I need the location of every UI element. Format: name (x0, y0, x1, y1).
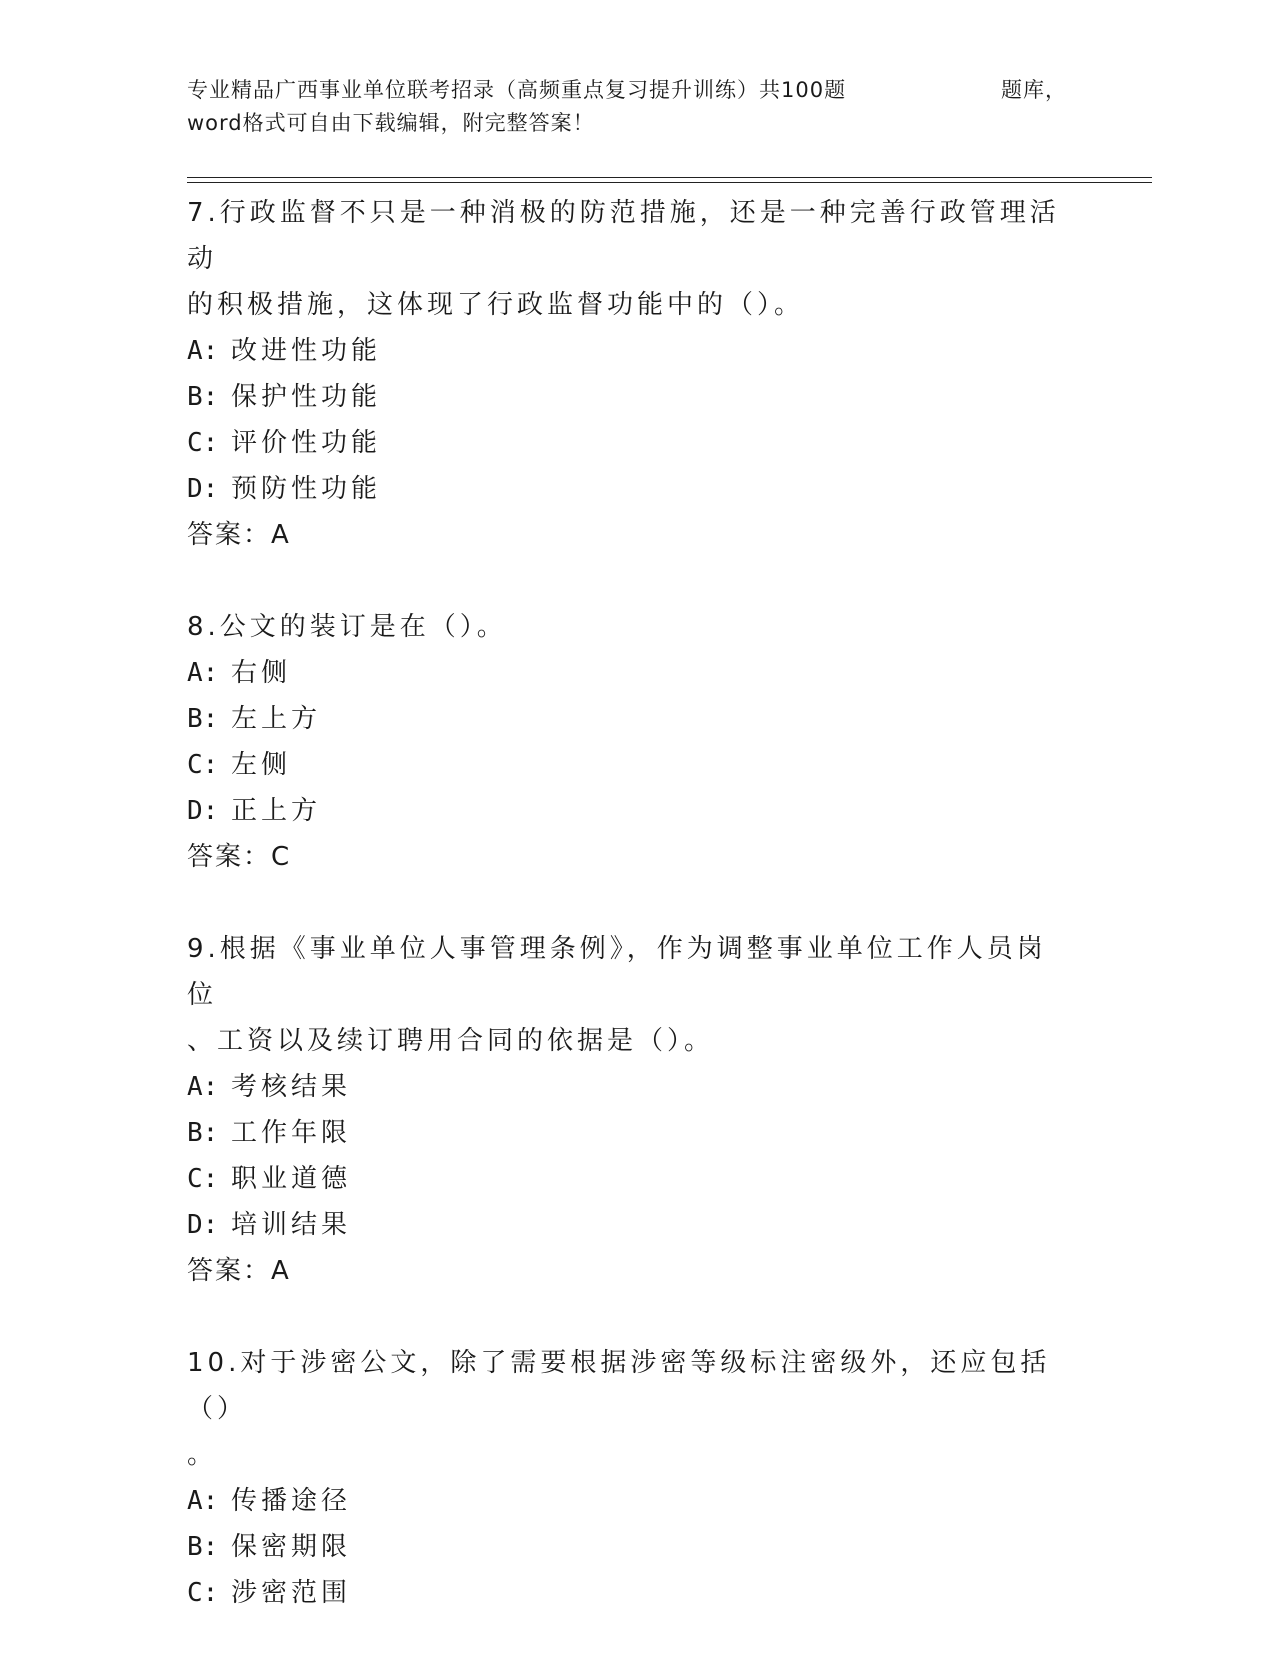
option-text: 保护性功能 (231, 382, 382, 412)
header-divider-bottom (187, 182, 1152, 183)
answer-line: 答案：A (187, 1256, 291, 1286)
option-text: 培训结果 (231, 1210, 352, 1240)
question-7 (187, 190, 1067, 558)
question-text-line: 。 (187, 1440, 218, 1470)
question-10 (187, 1340, 1067, 1616)
option-text: 考核结果 (231, 1072, 352, 1102)
option-letter: C: (187, 750, 219, 780)
option-text: 改进性功能 (231, 336, 382, 366)
question-text-line: 8.公文的装订是在（）。 (187, 612, 507, 642)
header-line-1 (187, 74, 1067, 107)
option-b (187, 1110, 1067, 1156)
option-letter: C: (187, 1578, 219, 1608)
question-list (187, 190, 1067, 1662)
header-divider-top (187, 177, 1152, 178)
option-letter: B: (187, 704, 219, 734)
option-text: 评价性功能 (231, 428, 382, 458)
option-text: 预防性功能 (231, 474, 382, 504)
answer-line: 答案：A (187, 520, 291, 550)
option-text: 右侧 (231, 658, 292, 688)
option-d (187, 1202, 1067, 1248)
option-letter: B: (187, 1532, 219, 1562)
option-b (187, 696, 1067, 742)
option-letter: D: (187, 796, 219, 826)
option-text: 工作年限 (231, 1118, 352, 1148)
option-letter: B: (187, 382, 219, 412)
option-text: 涉密范围 (231, 1578, 352, 1608)
question-text-line: 、工资以及续订聘用合同的依据是（）。 (187, 1026, 715, 1056)
header-title: 专业精品广西事业单位联考招录（高频重点复习提升训练）共100题 (187, 78, 847, 102)
question-8 (187, 604, 1067, 880)
option-a (187, 328, 1067, 374)
option-letter: C: (187, 1164, 219, 1194)
option-letter: B: (187, 1118, 219, 1148)
option-a (187, 1478, 1067, 1524)
option-letter: A: (187, 658, 219, 688)
option-letter: A: (187, 336, 219, 366)
option-text: 左侧 (231, 750, 292, 780)
option-d (187, 466, 1067, 512)
option-b (187, 374, 1067, 420)
option-text: 传播途径 (231, 1486, 352, 1516)
option-letter: A: (187, 1486, 219, 1516)
question-text-line: 的积极措施，这体现了行政监督功能中的（）。 (187, 290, 805, 320)
answer-line: 答案：C (187, 842, 292, 872)
question-text-line: 10.对于涉密公文，除了需要根据涉密等级标注密级外，还应包括（） (187, 1348, 1051, 1424)
option-text: 职业道德 (231, 1164, 352, 1194)
option-text: 左上方 (231, 704, 322, 734)
option-d (187, 788, 1067, 834)
question-text-line: 9.根据《事业单位人事管理条例》，作为调整事业单位工作人员岗位 (187, 934, 1047, 1010)
option-c (187, 420, 1067, 466)
option-a (187, 1064, 1067, 1110)
document-header (187, 74, 1067, 140)
option-letter: D: (187, 1210, 219, 1240)
header-subtitle: word格式可自由下载编辑，附完整答案！ (187, 111, 595, 135)
option-c (187, 1156, 1067, 1202)
option-c (187, 742, 1067, 788)
option-c (187, 1570, 1067, 1616)
option-text: 保密期限 (231, 1532, 352, 1562)
header-suffix: 题库， (1001, 78, 1067, 102)
option-letter: D: (187, 474, 219, 504)
option-letter: C: (187, 428, 219, 458)
question-text-line: 7.行政监督不只是一种消极的防范措施，还是一种完善行政管理活动 (187, 198, 1060, 274)
option-b (187, 1524, 1067, 1570)
option-text: 正上方 (231, 796, 322, 826)
option-a (187, 650, 1067, 696)
question-9 (187, 926, 1067, 1294)
option-letter: A: (187, 1072, 219, 1102)
